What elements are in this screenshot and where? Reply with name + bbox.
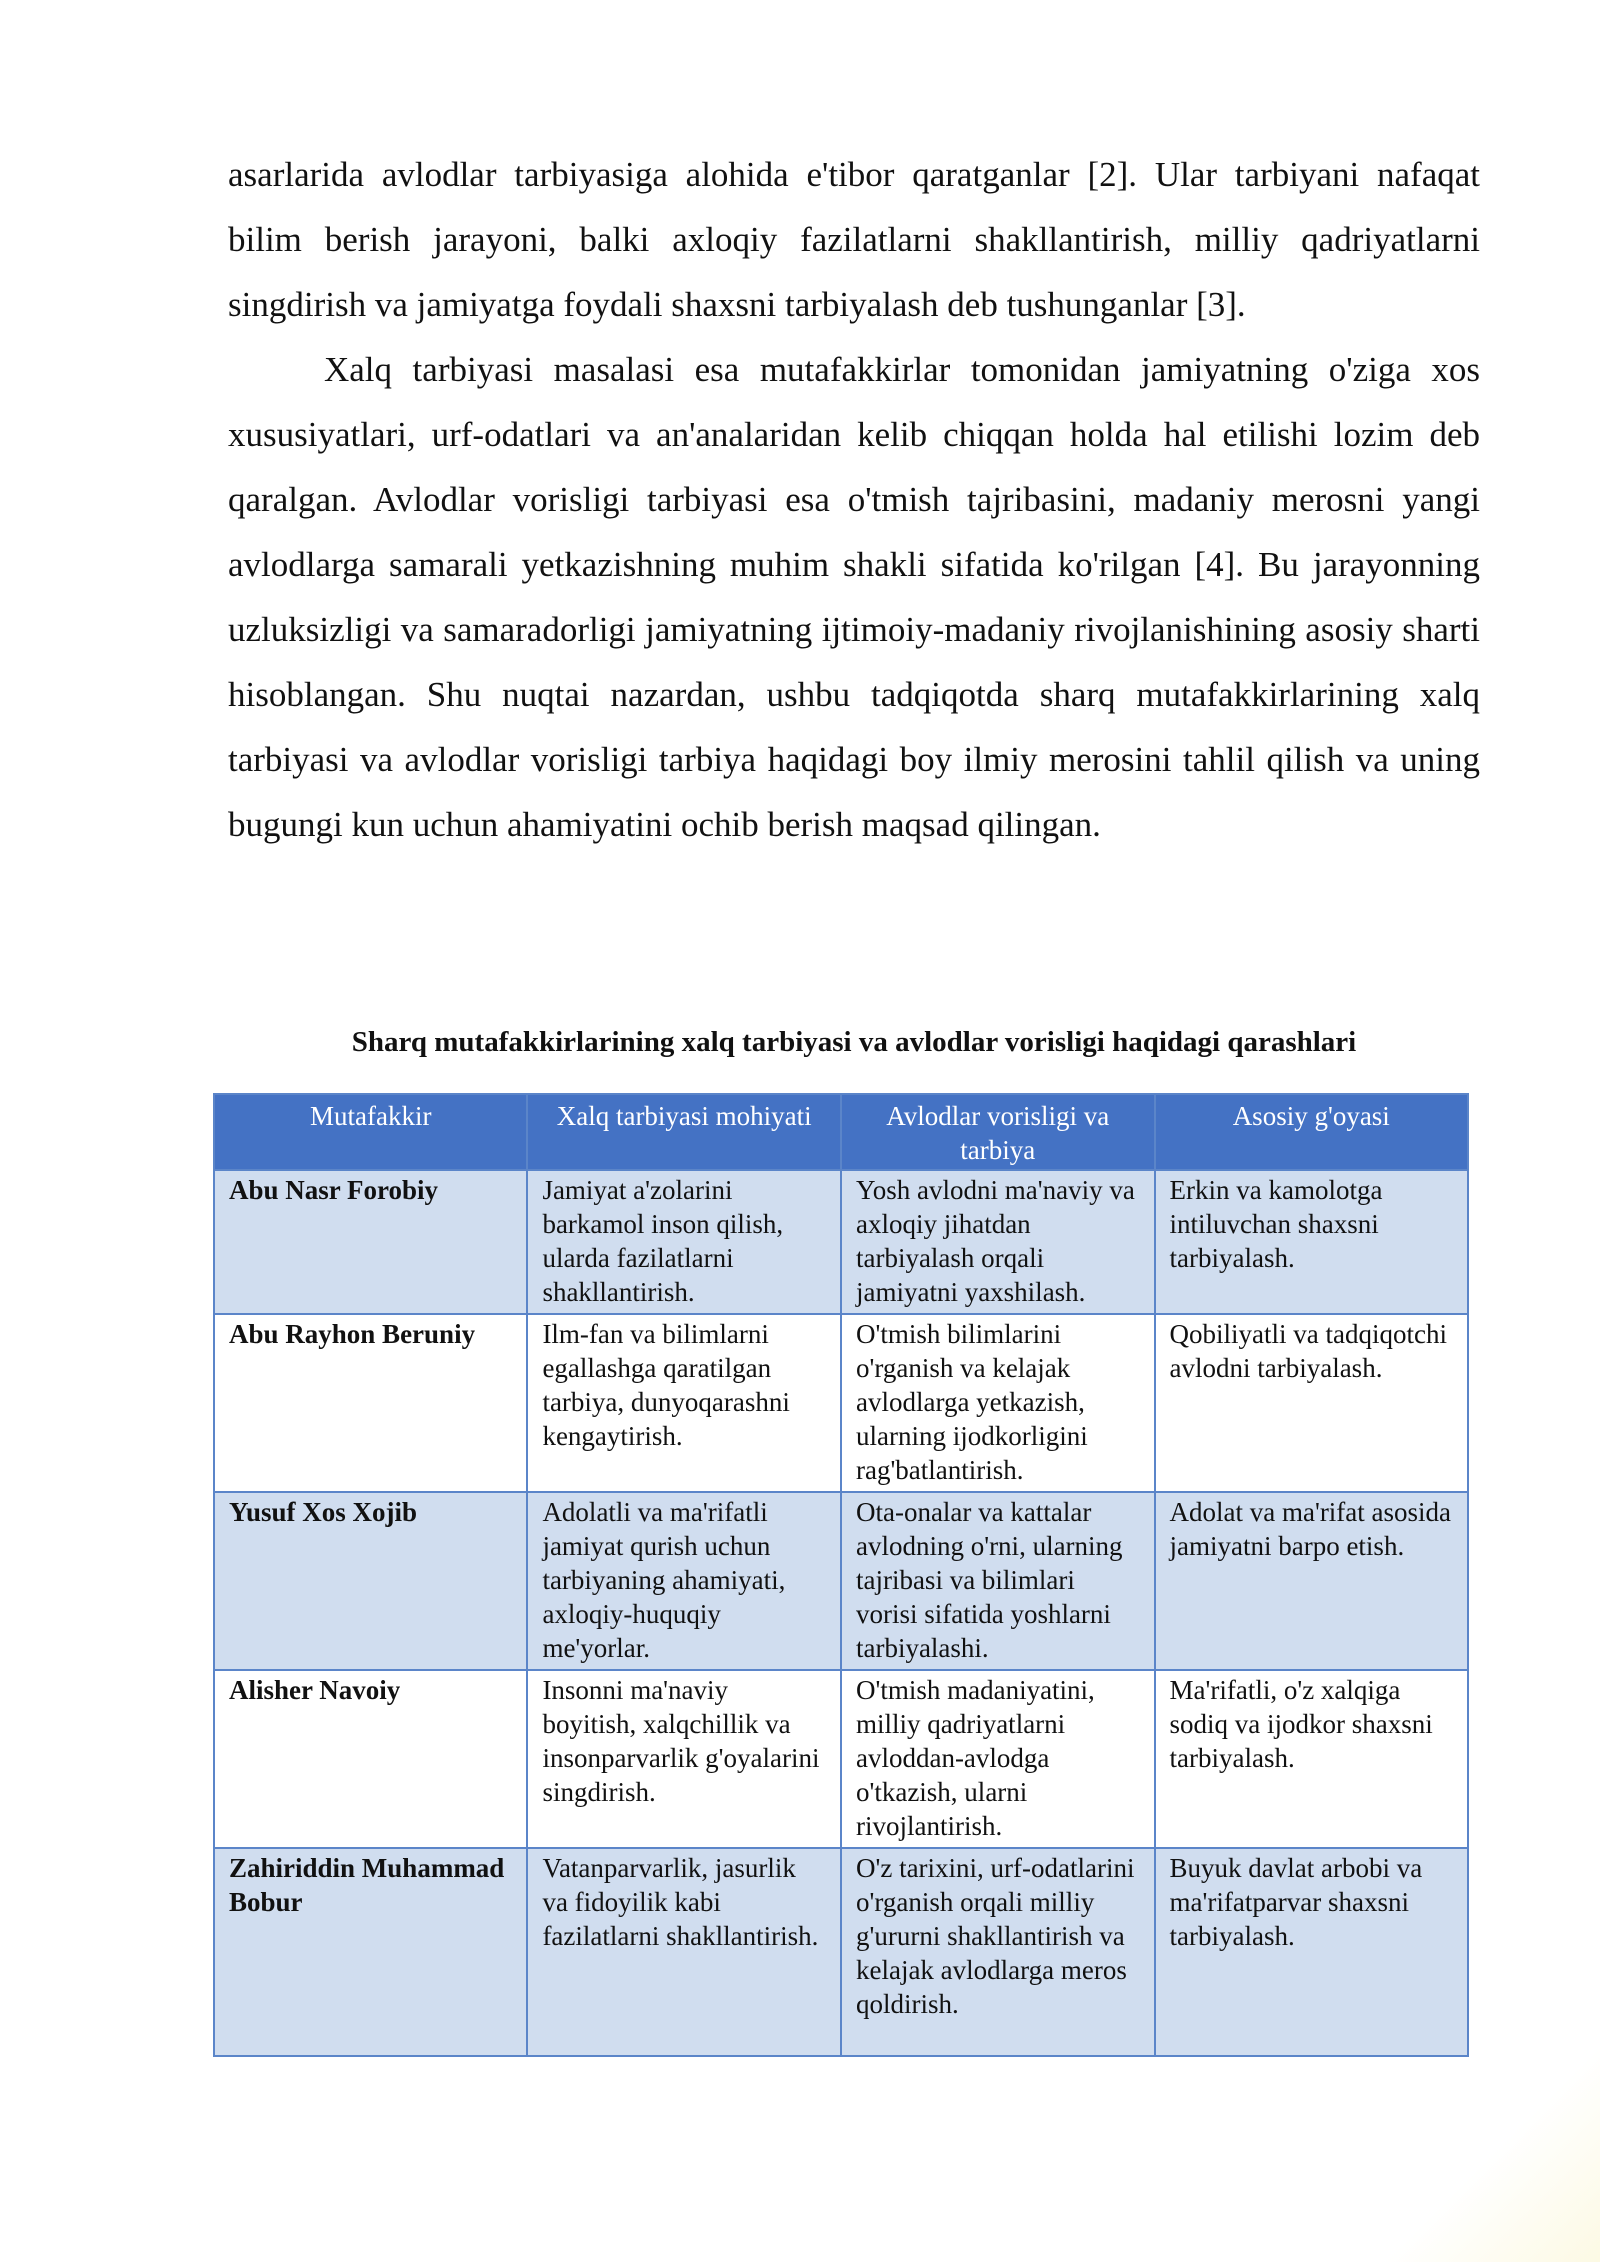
table-cell: Ilm-fan va bilimlarni egallashga qaratilgan tarbiya, dunyoqarashni kengaytirish. (527, 1314, 841, 1492)
header-cell-main-idea: Asosiy g'oyasi (1155, 1094, 1469, 1170)
thinker-name: Yusuf Xos Xojib (214, 1492, 527, 1670)
table-cell: Ota-onalar va kattalar avlodning o'rni, ularning tajribasi va bilimlari vorisi sifatida yoshlarni tarbiyalashi. (841, 1492, 1155, 1670)
header-cell-succession: Avlodlar vorisligi va tarbiya (841, 1094, 1155, 1170)
table-title: Sharq mutafakkirlarining xalq tarbiyasi va avlodlar vorisligi haqidagi qarashlari (351, 1026, 1357, 1058)
table-cell: Erkin va kamolotga intiluvchan shaxsni tarbiyalash. (1155, 1170, 1469, 1314)
table-row (214, 1314, 1468, 1492)
table-cell: Yosh avlodni ma'naviy va axloqiy jihatdan tarbiyalash orqali jamiyatni yaxshilash. (841, 1170, 1155, 1314)
thinkers-table (213, 1093, 1469, 2057)
thinker-name: Zahiriddin Muhammad Bobur (214, 1848, 527, 2056)
header-cell-essence: Xalq tarbiyasi mohiyati (527, 1094, 841, 1170)
table-cell: Adolat va ma'rifat asosida jamiyatni barpo etish. (1155, 1492, 1469, 1670)
table-cell: O'tmish bilimlarini o'rganish va kelajak avlodlarga yetkazish, ularning ijodkorligini rag'batlantirish. (841, 1314, 1155, 1492)
header-cell-thinker: Mutafakkir (214, 1094, 527, 1170)
table-cell: Vatanparvarlik, jasurlik va fidoyilik kabi fazilatlarni shakllantirish. (527, 1848, 841, 2056)
thinker-name: Abu Rayhon Beruniy (214, 1314, 527, 1492)
table-row (214, 1670, 1468, 1848)
table-cell: Jamiyat a'zolarini barkamol inson qilish, ularda fazilatlarni shakllantirish. (527, 1170, 841, 1314)
table-cell: O'z tarixini, urf-odatlarini o'rganish orqali milliy g'ururni shakllantirish va kelajak avlodlarga meros qoldirish. (841, 1848, 1155, 2056)
table-cell: Buyuk davlat arbobi va ma'rifatparvar shaxsni tarbiyalash. (1155, 1848, 1469, 2056)
table-row (214, 1170, 1468, 1314)
table-cell: O'tmish madaniyatini, milliy qadriyatlarni avloddan-avlodga o'tkazish, ularni rivojlantirish. (841, 1670, 1155, 1848)
table-row (214, 1492, 1468, 1670)
table-cell: Insonni ma'naviy boyitish, xalqchillik va insonparvarlik g'oyalarini singdirish. (527, 1670, 841, 1848)
table-cell: Adolatli va ma'rifatli jamiyat qurish uchun tarbiyaning ahamiyati, axloqiy-huquqiy me'yorlar. (527, 1492, 841, 1670)
paragraph-1: asarlarida avlodlar tarbiyasiga alohida e'tibor qaratganlar [2]. Ular tarbiyani nafaqat bilim berish jarayoni, balki axloqiy fazilatlarni shakllantirish, milliy qadriyatlarni singdirish va jamiyatga foydali shaxsni tarbiyalash deb tushunganlar [3]. (228, 155, 1480, 324)
thinker-name: Abu Nasr Forobiy (214, 1170, 527, 1314)
table-row (214, 1848, 1468, 2056)
body-text (228, 142, 1480, 857)
table-cell: Qobiliyatli va tadqiqotchi avlodni tarbiyalash. (1155, 1314, 1469, 1492)
paragraph-2: Xalq tarbiyasi masalasi esa mutafakkirlar tomonidan jamiyatning o'ziga xos xususiyatlari, urf-odatlari va an'analaridan kelib chiqqan holda hal etilishi lozim deb qaralgan. Avlodlar vorisligi tarbiyasi esa o'tmish tajribasini, madaniy merosni yangi avlodlarga samarali yetkazishning muhim shakli sifatida ko'rilgan [4]. Bu jarayonning uzluksizligi va samaradorligi jamiyatning ijtimoiy-madaniy rivojlanishining asosiy sharti hisoblangan. Shu nuqtai nazardan, ushbu tadqiqotda sharq mutafakkirlarining xalq tarbiyasi va avlodlar vorisligi tarbiya haqidagi boy ilmiy merosini tahlil qilish va uning bugungi kun uchun ahamiyatini ochib berish maqsad qilingan. (228, 350, 1480, 844)
thinker-name: Alisher Navoiy (214, 1670, 527, 1848)
table-header-row (214, 1094, 1468, 1170)
table-cell: Ma'rifatli, o'z xalqiga sodiq va ijodkor shaxsni tarbiyalash. (1155, 1670, 1469, 1848)
